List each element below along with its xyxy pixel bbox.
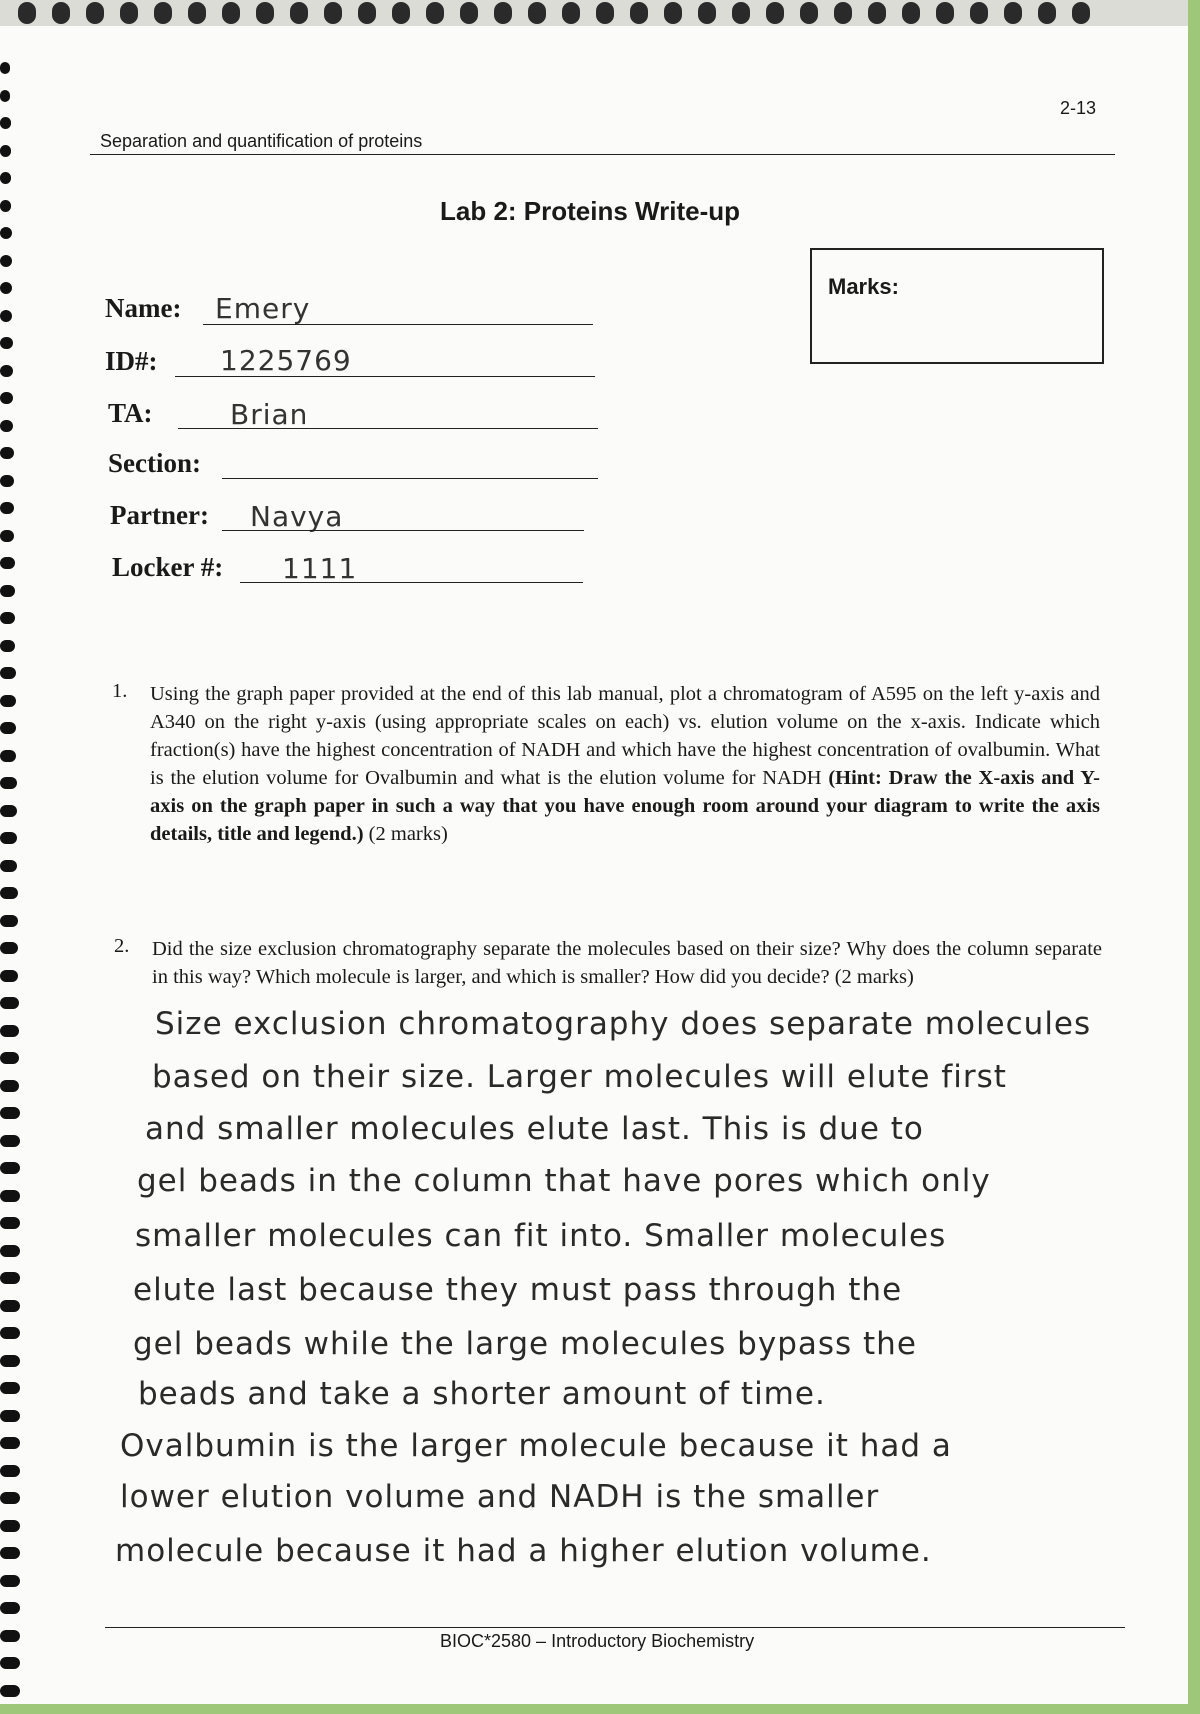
spiral-loop xyxy=(0,860,17,872)
binding-hole xyxy=(86,2,104,24)
binding-hole xyxy=(222,2,240,24)
binding-hole xyxy=(596,2,614,24)
spiral-loop xyxy=(0,1492,20,1504)
binding-hole xyxy=(426,2,444,24)
binding-hole xyxy=(834,2,852,24)
spiral-loop xyxy=(0,1162,20,1174)
spiral-loop xyxy=(0,447,14,459)
binding-hole xyxy=(902,2,920,24)
ta-value: Brian xyxy=(230,398,309,431)
id-value: 1225769 xyxy=(220,344,352,377)
ta-label: TA: xyxy=(108,398,153,428)
spiral-loop xyxy=(0,337,13,349)
binding-hole xyxy=(1038,2,1056,24)
binding-hole xyxy=(154,2,172,24)
locker-line xyxy=(240,582,583,583)
binding-hole xyxy=(1004,2,1022,24)
spiral-loop xyxy=(0,1465,20,1477)
question-1-hint: (Hint: Draw the X-axis and Y-axis on the graph paper in such a way that you have enough room around your diagram to write the axis details, title and legend.) xyxy=(150,767,1101,845)
spiral-loop xyxy=(0,1135,20,1147)
marks-label: Marks: xyxy=(828,274,899,299)
binding-hole xyxy=(766,2,784,24)
spiral-loop xyxy=(0,420,13,432)
spiral-loop xyxy=(0,392,13,404)
answer-line: molecule because it had a higher elution volume. xyxy=(115,1533,932,1569)
name-value: Emery xyxy=(215,292,311,325)
spiral-loop xyxy=(0,282,12,294)
question-2-number: 2. xyxy=(114,935,130,957)
locker-label: Locker #: xyxy=(112,552,224,582)
answer-line: Size exclusion chromatography does separate molecules xyxy=(155,1006,1092,1042)
spiral-loop xyxy=(0,1080,19,1092)
spiral-loop xyxy=(0,1437,20,1449)
section-title: Separation and quantification of proteins xyxy=(100,131,423,151)
binding-hole xyxy=(868,2,886,24)
spiral-loop xyxy=(0,777,17,789)
spiral-loop xyxy=(0,227,12,239)
spiral-loop xyxy=(0,117,11,129)
spiral-loop xyxy=(0,1410,20,1422)
footer-text: BIOC*2580 – Introductory Biochemistry xyxy=(440,1631,755,1651)
binding-hole xyxy=(630,2,648,24)
spiral-loop xyxy=(0,887,18,899)
binding-hole xyxy=(290,2,308,24)
binding-hole xyxy=(562,2,580,24)
spiral-loop xyxy=(0,695,16,707)
binding-hole xyxy=(970,2,988,24)
question-1-marks: (2 marks) xyxy=(363,823,448,845)
name-line xyxy=(203,324,593,325)
spiral-loop xyxy=(0,1052,19,1064)
spiral-loop xyxy=(0,1520,20,1532)
answer-line: smaller molecules can fit into. Smaller molecules xyxy=(135,1218,947,1254)
name-label: Name: xyxy=(105,293,182,323)
spiral-loop xyxy=(0,475,14,487)
spiral-loop xyxy=(0,200,11,212)
id-line xyxy=(175,376,595,377)
binding-hole xyxy=(52,2,70,24)
spiral-loop xyxy=(0,557,15,569)
binding-hole xyxy=(698,2,716,24)
spiral-loop xyxy=(0,750,16,762)
locker-value: 1111 xyxy=(282,552,358,585)
spiral-loop xyxy=(0,530,14,542)
answer-line: lower elution volume and NADH is the smaller xyxy=(120,1479,880,1515)
spiral-loop xyxy=(0,310,12,322)
spiral-loop xyxy=(0,1382,20,1394)
binding-hole xyxy=(188,2,206,24)
spiral-loop xyxy=(0,1575,20,1587)
binding-hole xyxy=(324,2,342,24)
spiral-loop xyxy=(0,1272,20,1284)
answer-line: beads and take a shorter amount of time. xyxy=(138,1376,826,1412)
spiral-loop xyxy=(0,365,13,377)
binding-hole xyxy=(494,2,512,24)
spiral-loop xyxy=(0,915,18,927)
spiral-loop xyxy=(0,585,15,597)
binding-hole xyxy=(358,2,376,24)
binding-hole xyxy=(936,2,954,24)
question-1-number: 1. xyxy=(112,680,128,702)
ta-line xyxy=(178,428,598,429)
answer-line: elute last because they must pass through the xyxy=(133,1272,903,1308)
id-label: ID#: xyxy=(105,346,158,376)
binding-hole xyxy=(664,2,682,24)
spiral-loop xyxy=(0,1547,20,1559)
partner-line xyxy=(222,530,584,531)
binding-hole xyxy=(800,2,818,24)
section-line xyxy=(222,478,598,479)
spiral-loop xyxy=(0,1657,20,1669)
binding-hole xyxy=(392,2,410,24)
spiral-loop xyxy=(0,1602,20,1614)
spiral-loop xyxy=(0,805,17,817)
spiral-loop xyxy=(0,90,10,102)
partner-label: Partner: xyxy=(110,500,209,530)
section-label: Section: xyxy=(108,448,201,478)
spiral-loop xyxy=(0,172,11,184)
binding-hole xyxy=(528,2,546,24)
spiral-loop xyxy=(0,1685,20,1697)
question-1-text xyxy=(150,680,1100,848)
spiral-loop xyxy=(0,1630,20,1642)
binding-hole xyxy=(256,2,274,24)
question-1-plain: Using the graph paper provided at the end of this lab manual, plot a chromatogram of A595 on the left y-axis and A340 on the right y-axis (using appropriate scales on each) vs. elution volume on the x-axis. Indicate which fraction(s) have the highest concentration of NADH and which have the highest concentration of ovalbumin. What is the elution volume for Ovalbumin and what is the elution volume for NADH xyxy=(150,683,1100,789)
page-number: 2-13 xyxy=(1060,98,1097,118)
spiral-loop xyxy=(0,1355,20,1367)
spiral-loop xyxy=(0,832,17,844)
spiral-loop xyxy=(0,145,11,157)
spiral-loop xyxy=(0,62,10,74)
spiral-loop xyxy=(0,1327,20,1339)
spiral-loop xyxy=(0,640,15,652)
spiral-loop xyxy=(0,1245,20,1257)
partner-value: Navya xyxy=(250,500,344,533)
footer-rule xyxy=(105,1627,1125,1628)
answer-line: gel beads while the large molecules bypass the xyxy=(133,1326,917,1362)
spiral-loop xyxy=(0,942,18,954)
spiral-loop xyxy=(0,667,16,679)
page-title: Lab 2: Proteins Write-up xyxy=(440,196,740,226)
binding-hole xyxy=(18,2,36,24)
spiral-loop xyxy=(0,255,12,267)
answer-line: gel beads in the column that have pores which only xyxy=(137,1163,991,1199)
spiral-loop xyxy=(0,722,16,734)
spiral-loop xyxy=(0,612,15,624)
answer-line: Ovalbumin is the larger molecule because it had a xyxy=(120,1428,952,1464)
spiral-loop xyxy=(0,502,14,514)
spiral-loop xyxy=(0,1025,19,1037)
marks-box xyxy=(810,248,1104,364)
spiral-loop xyxy=(0,970,18,982)
binding-hole xyxy=(460,2,478,24)
spiral-loop xyxy=(0,1300,20,1312)
spiral-loop xyxy=(0,997,19,1009)
binding-hole xyxy=(732,2,750,24)
answer-line: based on their size. Larger molecules will elute first xyxy=(152,1059,1007,1095)
spiral-loop xyxy=(0,1217,20,1229)
answer-line: and smaller molecules elute last. This is due to xyxy=(145,1111,924,1147)
spiral-loop xyxy=(0,1190,20,1202)
header-rule xyxy=(90,154,1115,155)
binding-hole xyxy=(1072,2,1090,24)
spiral-loop xyxy=(0,1107,20,1119)
question-2-text: Did the size exclusion chromatography separate the molecules based on their size? Why does the column separate in this way? Which molecule is larger, and which is smaller? How did you decide? (2 marks) xyxy=(152,938,1102,988)
binding-hole xyxy=(120,2,138,24)
